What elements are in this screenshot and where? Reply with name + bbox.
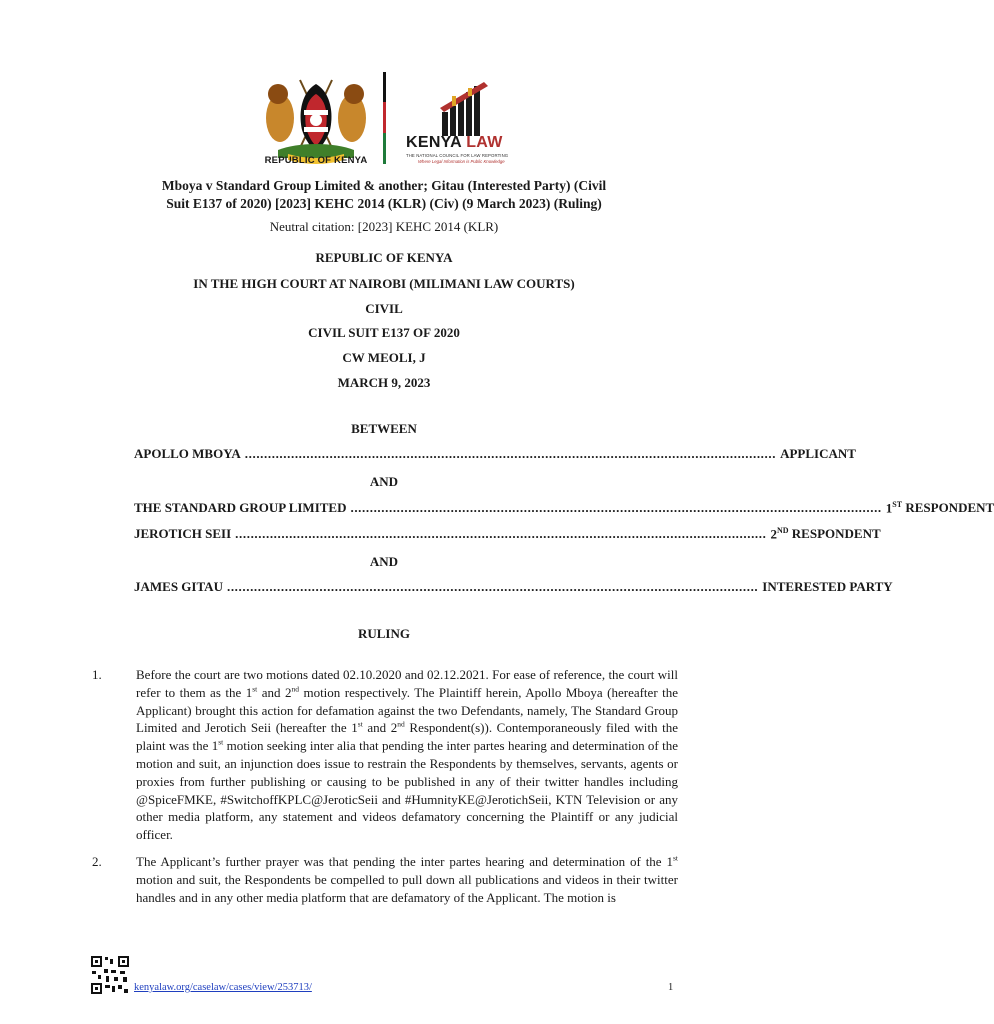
court-heading: IN THE HIGH COURT AT NAIROBI (MILIMANI LAW COURTS) <box>193 276 575 291</box>
ruling-heading: RULING <box>357 626 410 641</box>
brand-secondary: LAW <box>466 134 503 151</box>
coat-caption: REPUBLIC OF KENYA <box>264 155 368 166</box>
paragraph-number: 1. <box>92 667 102 682</box>
coat-of-arms-icon <box>258 72 374 168</box>
party-role: RESPONDENT <box>791 526 881 542</box>
qr-code-icon <box>90 955 130 995</box>
and-heading-2: AND <box>369 554 399 569</box>
party-role: APPLICANT <box>780 446 856 461</box>
kenya-law-logo-icon <box>440 82 490 136</box>
party-row <box>134 500 994 516</box>
party-name: THE STANDARD GROUP LIMITED <box>134 500 347 516</box>
leader-dots: .......................................................................................................................................... <box>244 446 777 461</box>
party-ordinal: 2ND <box>770 526 789 542</box>
party-name: APOLLO MBOYA <box>134 446 241 461</box>
party-name: JAMES GITAU <box>134 579 223 594</box>
kenya-law-wordmark <box>406 134 503 152</box>
leader-dots: .......................................................................................................................................... <box>226 579 759 594</box>
paragraph-text: The Applicant’s further prayer was that pending the inter partes hearing and determination of the 1st motion and suit, the Respondents be compelled to pull down all publications and videos in their twitter handles and in any other media platform that are defamatory of the Applicant. The motion is <box>136 853 678 905</box>
party-row <box>134 446 856 462</box>
division-heading: CIVIL <box>365 301 403 316</box>
and-heading: AND <box>369 474 399 489</box>
leader-dots: .......................................................................................................................................... <box>235 526 767 542</box>
case-title-line-2: Suit E137 of 2020) [2023] KEHC 2014 (KLR) (Civ) (9 March 2023) (Ruling) <box>166 196 602 211</box>
neutral-citation: Neutral citation: [2023] KEHC 2014 (KLR) <box>269 219 499 234</box>
flag-divider <box>383 72 386 164</box>
case-title-line-1: Mboya v Standard Group Limited & another; Gitau (Interested Party) (Civil <box>161 178 607 193</box>
party-role: RESPONDENT <box>905 500 994 516</box>
date-heading: MARCH 9, 2023 <box>337 375 431 390</box>
brand-slogan: Where Legal Information is Public Knowledge <box>418 159 505 164</box>
paragraph-text: Before the court are two motions dated 02.10.2020 and 02.12.2021. For ease of reference, the court will refer to them as the 1st and 2nd motion respectively. The Plaintiff herein, Apollo Mboya (hereafter the Applicant) brought this action for defamation against the two Defendants, namely, The Standard Group Limited and Jerotich Seii (hereafter the 1st and 2nd Respondent(s)). Contemporaneously filed with the plaint was the 1st motion seeking inter alia that pending the inter partes hearing and determination of the motion and suit, an injunction does issue to restrain the Respondents by themselves, servants, agents or proxies from further publishing or causing to be published in any of their twitter handles including @SpiceFMKE, #SwitchoffKPLC@JeroticSeii and #HumnityKE@JerotichSeii, KTN Television or any other media platform, any statement and videos defamatory concerning the Plaintiff or any judicial officer. <box>136 667 679 843</box>
paragraph <box>92 666 678 844</box>
party-row <box>134 526 881 542</box>
paragraph-number: 2. <box>92 854 102 869</box>
brand-primary: KENYA <box>406 134 462 151</box>
paragraph <box>92 853 678 906</box>
case-url-link[interactable]: kenyalaw.org/caselaw/cases/view/253713/ <box>134 982 312 993</box>
leader-dots: .......................................................................................................................................... <box>350 500 882 516</box>
party-role: INTERESTED PARTY <box>762 579 893 594</box>
suit-heading: CIVIL SUIT E137 OF 2020 <box>308 325 460 340</box>
party-row <box>134 579 893 595</box>
party-ordinal: 1ST <box>885 500 903 516</box>
between-heading: BETWEEN <box>351 421 417 436</box>
brand-tagline: THE NATIONAL COUNCIL FOR LAW REPORTING <box>406 153 509 158</box>
republic-heading: REPUBLIC OF KENYA <box>315 250 453 265</box>
page-number: 1 <box>668 982 674 993</box>
case-title <box>130 177 638 213</box>
judge-heading: CW MEOLI, J <box>342 350 426 365</box>
party-name: JEROTICH SEII <box>134 526 232 542</box>
